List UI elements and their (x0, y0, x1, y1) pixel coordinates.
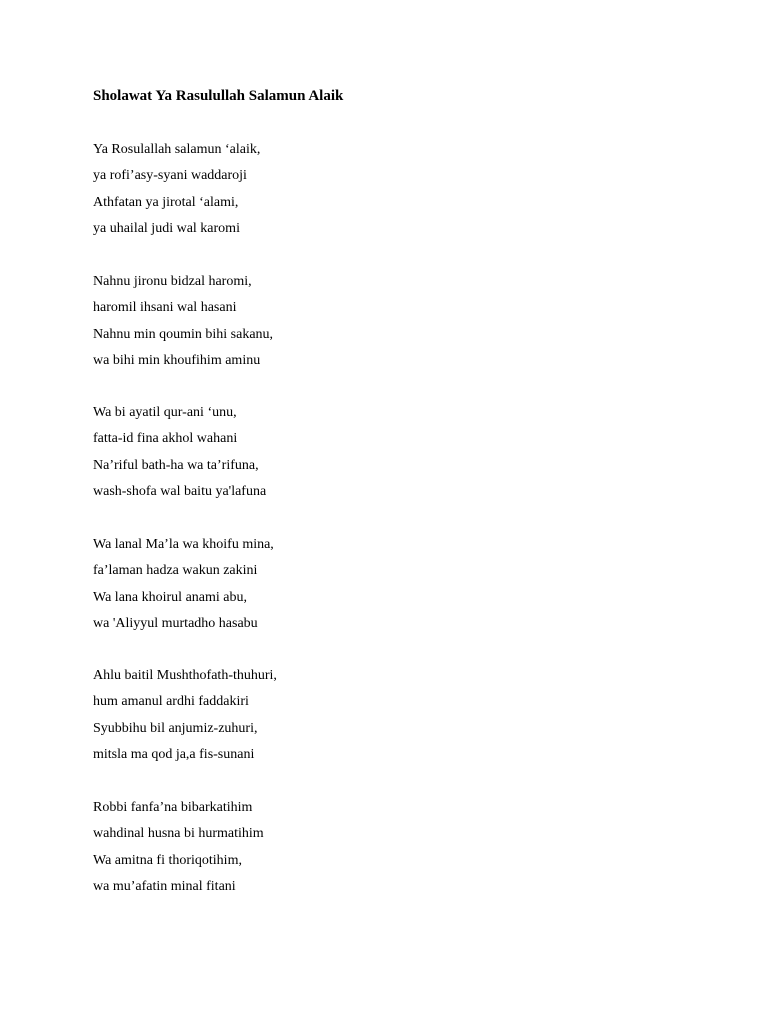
stanza-line: hum amanul ardhi faddakiri (93, 694, 249, 710)
stanza-6 (93, 799, 264, 904)
stanza-line: Na’riful bath-ha wa ta’rifuna, (93, 457, 259, 473)
stanza-line: Robbi fanfa’na bibarkatihim (93, 800, 253, 815)
stanza-5 (93, 667, 277, 772)
stanza-line: Wa lanal Ma’la wa khoifu mina, (93, 537, 274, 552)
stanza-line: fatta-id fina akhol wahani (93, 431, 238, 447)
stanza-3 (93, 404, 266, 509)
stanza-4 (93, 536, 274, 641)
stanza-1 (93, 141, 260, 246)
stanza-2 (93, 273, 273, 378)
stanza-line: Ya Rosulallah salamun ‘alaik, (93, 142, 261, 157)
stanza-line: wahdinal husna bi hurmatihim (93, 826, 264, 842)
stanza-line: fa’laman hadza wakun zakini (93, 563, 258, 579)
document-title: Sholawat Ya Rasulullah Salamun Alaik (93, 88, 344, 104)
stanza-line: Wa bi ayatil qur-ani ‘unu, (93, 405, 237, 420)
stanza-line: Wa lana khoirul anami abu, (93, 589, 247, 605)
stanza-line: wa bihi min khoufihim aminu (93, 352, 261, 368)
stanza-line: mitsla ma qod ja,a fis-sunani (93, 746, 255, 762)
stanza-line: Nahnu jironu bidzal haromi, (93, 274, 252, 289)
stanza-line: ya uhailal judi wal karomi (93, 220, 240, 236)
stanza-line: ya rofi’asy-syani waddaroji (93, 168, 247, 184)
stanza-line: Wa amitna fi thoriqotihim, (93, 852, 242, 868)
stanza-line: wa 'Aliyyul murtadho hasabu (93, 615, 258, 631)
stanza-line: Nahnu min qoumin bihi sakanu, (93, 326, 274, 342)
stanza-line: Athfatan ya jirotal ‘alami, (93, 194, 239, 210)
stanza-line: wash-shofa wal baitu ya'lafuna (93, 483, 267, 499)
stanza-line: Syubbihu bil anjumiz-zuhuri, (93, 720, 258, 736)
stanza-line: haromil ihsani wal hasani (93, 300, 237, 316)
stanza-line: Ahlu baitil Mushthofath-thuhuri, (93, 668, 277, 683)
stanza-line: wa mu’afatin minal fitani (93, 878, 236, 894)
